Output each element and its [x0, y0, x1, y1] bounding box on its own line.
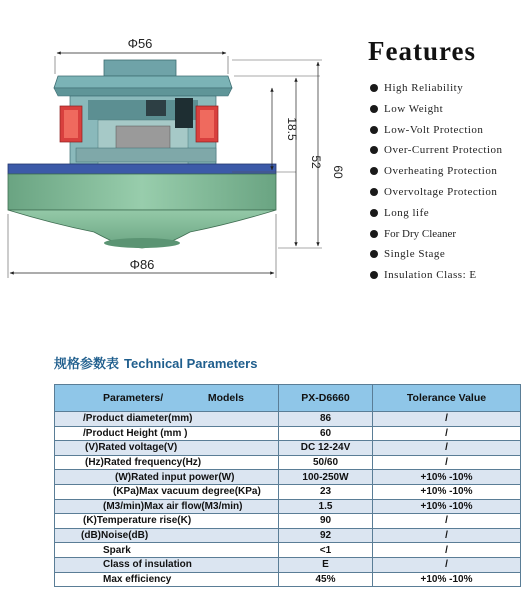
param-cell: (dB)Noise(dB) [55, 528, 279, 543]
motor-top-cap [54, 60, 232, 96]
tolerance-cell: +10% -10% [373, 499, 521, 514]
param-cell: (V)Rated voltage(V) [55, 441, 279, 456]
specs-heading-en: Technical Parameters [124, 356, 258, 371]
table-row [55, 412, 521, 427]
specs-header-row [55, 385, 521, 412]
features-title: Features [368, 36, 476, 66]
tolerance-cell: +10% -10% [373, 470, 521, 485]
tolerance-cell: / [373, 455, 521, 470]
tolerance-cell: / [373, 412, 521, 427]
param-cell: (Hz)Rated frequency(Hz) [55, 455, 279, 470]
header-model: PX-D6660 [279, 385, 373, 412]
feature-item: Overvoltage Protection [366, 185, 524, 206]
tolerance-cell: +10% -10% [373, 572, 521, 587]
table-row [55, 455, 521, 470]
tolerance-cell: / [373, 543, 521, 558]
param-cell: (K)Temperature rise(K) [55, 514, 279, 529]
value-cell: 60 [279, 426, 373, 441]
table-row [55, 528, 521, 543]
total-height-label: 60 [331, 165, 345, 179]
body-height-label: 52 [309, 155, 323, 169]
motor-internal-components [60, 96, 218, 164]
feature-item: For Dry Cleaner [366, 227, 524, 248]
value-cell: 86 [279, 412, 373, 427]
param-cell: Spark [55, 543, 279, 558]
tolerance-cell: / [373, 557, 521, 572]
param-cell: /Product diameter(mm) [55, 412, 279, 427]
feature-item: Insulation Class: E [366, 268, 524, 289]
table-row [55, 499, 521, 514]
table-row [55, 426, 521, 441]
features-panel [366, 36, 524, 289]
feature-item: Overheating Protection [366, 164, 524, 185]
feature-item: Low Weight [366, 102, 524, 123]
bottom-diameter-label: Φ86 [129, 257, 155, 272]
table-row [55, 557, 521, 572]
feature-item: Long life [366, 206, 524, 227]
height-dimensions [232, 60, 345, 248]
tolerance-cell: / [373, 514, 521, 529]
value-cell: DC 12-24V [279, 441, 373, 456]
tolerance-cell: / [373, 426, 521, 441]
feature-item: Over-Current Protection [366, 143, 524, 164]
value-cell: 50/60 [279, 455, 373, 470]
param-cell: Class of insulation [55, 557, 279, 572]
value-cell: 23 [279, 484, 373, 499]
value-cell: 1.5 [279, 499, 373, 514]
table-row [55, 484, 521, 499]
value-cell: 45% [279, 572, 373, 587]
header-parameters-models [55, 385, 279, 412]
header-parameters: Parameters/ [103, 392, 164, 404]
value-cell: 92 [279, 528, 373, 543]
tolerance-cell: / [373, 528, 521, 543]
feature-item: High Reliability [366, 81, 524, 102]
specs-heading-cn: 规格参数表 [54, 356, 120, 371]
header-tolerance: Tolerance Value [373, 385, 521, 412]
tolerance-cell: +10% -10% [373, 484, 521, 499]
table-row [55, 543, 521, 558]
table-row [55, 572, 521, 587]
param-cell: (M3/min)Max air flow(M3/min) [55, 499, 279, 514]
param-cell: (KPa)Max vacuum degree(KPa) [55, 484, 279, 499]
motor-green-housing [8, 174, 276, 248]
feature-item: Single Stage [366, 247, 524, 268]
value-cell: 100-250W [279, 470, 373, 485]
table-row [55, 514, 521, 529]
header-models: Models [207, 392, 244, 404]
tolerance-cell: / [373, 441, 521, 456]
param-cell: Max efficiency [55, 572, 279, 587]
table-row [55, 441, 521, 456]
specs-heading [54, 353, 262, 372]
param-cell: /Product Height (mm ) [55, 426, 279, 441]
features-list [366, 81, 524, 289]
value-cell: E [279, 557, 373, 572]
specs-table [54, 384, 521, 587]
table-row [55, 470, 521, 485]
top-diameter-label: Φ56 [127, 36, 153, 51]
motor-technical-drawing [0, 0, 345, 290]
feature-item: Low-Volt Protection [366, 123, 524, 144]
param-cell: (W)Rated input power(W) [55, 470, 279, 485]
value-cell: <1 [279, 543, 373, 558]
value-cell: 90 [279, 514, 373, 529]
motor-blue-flange [8, 164, 276, 174]
inner-height-label: 18.5 [285, 117, 299, 141]
